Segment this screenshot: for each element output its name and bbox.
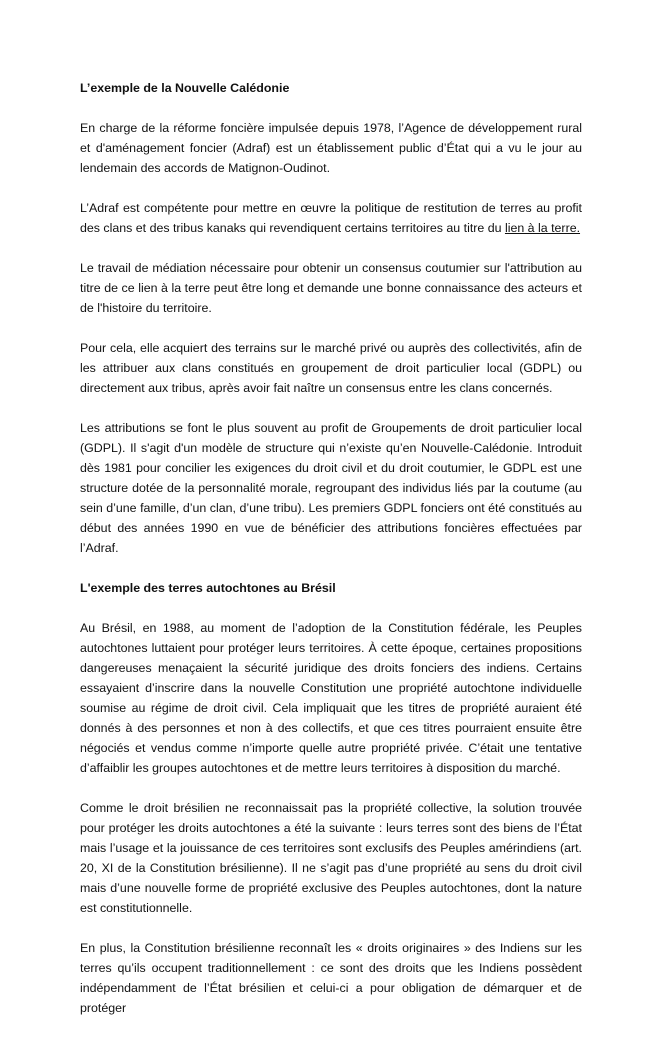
paragraph: Pour cela, elle acquiert des terrains sur le marché privé ou auprès des collectivités, afin de les attribuer aux clans constitués en groupement de droit particulier local (GDPL) ou directement aux tribus, après avoir fait naître un consensus entre les clans concernés. [80, 341, 582, 395]
paragraph: En plus, la Constitution brésilienne reconnaît les « droits originaires » des Indiens sur les terres qu’ils occupent traditionnellement : ce sont des droits que les Indiens possèdent indépendamment de l’État brésilien et celui-ci a pour obligation de démarquer et de protéger [80, 941, 582, 1015]
section-heading-bresil: L'exemple des terres autochtones au Brésil [80, 581, 336, 595]
paragraph: Les attributions se font le plus souvent au profit de Groupements de droit particulier local (GDPL). Il s'agit d'un modèle de structure qui n’existe qu’en Nouvelle-Calédonie. Introduit dès 1981 pour concilier les exigences du droit civil et du droit coutumier, le GDPL est une structure dotée de la personnalité morale, regroupant des individus liés par la coutume (au sein d’une famille, d’un clan, d’une tribu). Les premiers GDPL fonciers ont été constitués au début des années 1990 en vue de bénéficier des attributions foncières effectuées par l’Adraf. [80, 421, 582, 555]
paragraph-text: L’Adraf est compétente pour mettre en œuvre la politique de restitution de terres au profit des clans et des tribus kanaks qui revendiquent certains territoires au titre du [80, 201, 582, 235]
paragraph: Le travail de médiation nécessaire pour obtenir un consensus coutumier sur l'attribution au titre de ce lien à la terre peut être long et demande une bonne connaissance des acteurs et de l'histoire du territoire. [80, 261, 582, 315]
paragraph: Comme le droit brésilien ne reconnaissait pas la propriété collective, la solution trouvée pour protéger les droits autochtones a été la suivante : leurs terres sont des biens de l’État mais l’usage et la jouissance de ces territoires sont exclusifs des Peuples amérindiens (art. 20, XI de la Constitution brésilienne). Il ne s’agit pas d’une propriété au sens du droit civil mais d’une nouvelle forme de propriété exclusive des Peuples autochtones, dont la nature est constitutionnelle. [80, 801, 582, 915]
paragraph [80, 198, 582, 238]
lien-a-la-terre-link[interactable]: lien à la terre. [504, 221, 581, 235]
paragraph: En charge de la réforme foncière impulsée depuis 1978, l’Agence de développement rural et d'aménagement foncier (Adraf) est un établissement public d’État qui a vu le jour au lendemain des accords de Matignon-Oudinot. [80, 121, 582, 175]
document-page [80, 78, 582, 1038]
section-heading-nouvelle-caledonie: L’exemple de la Nouvelle Calédonie [80, 81, 290, 95]
paragraph: Au Brésil, en 1988, au moment de l’adoption de la Constitution fédérale, les Peuples autochtones luttaient pour protéger leurs territoires. À cette époque, certaines propositions dangereuses menaçaient la sécurité juridique des droits fonciers des indiens. Certains essayaient d’inscrire dans la nouvelle Constitution une propriété autochtone individuelle soumise au régime de droit civil. Cela impliquait que les titres de propriété auraient été donnés à des personnes et non à des collectifs, et que ces titres pourraient ensuite être négociés et vendus comme n’importe quelle autre propriété privée. C’était une tentative d’affaiblir les groupes autochtones et de mettre leurs territoires à disposition du marché. [80, 621, 582, 775]
